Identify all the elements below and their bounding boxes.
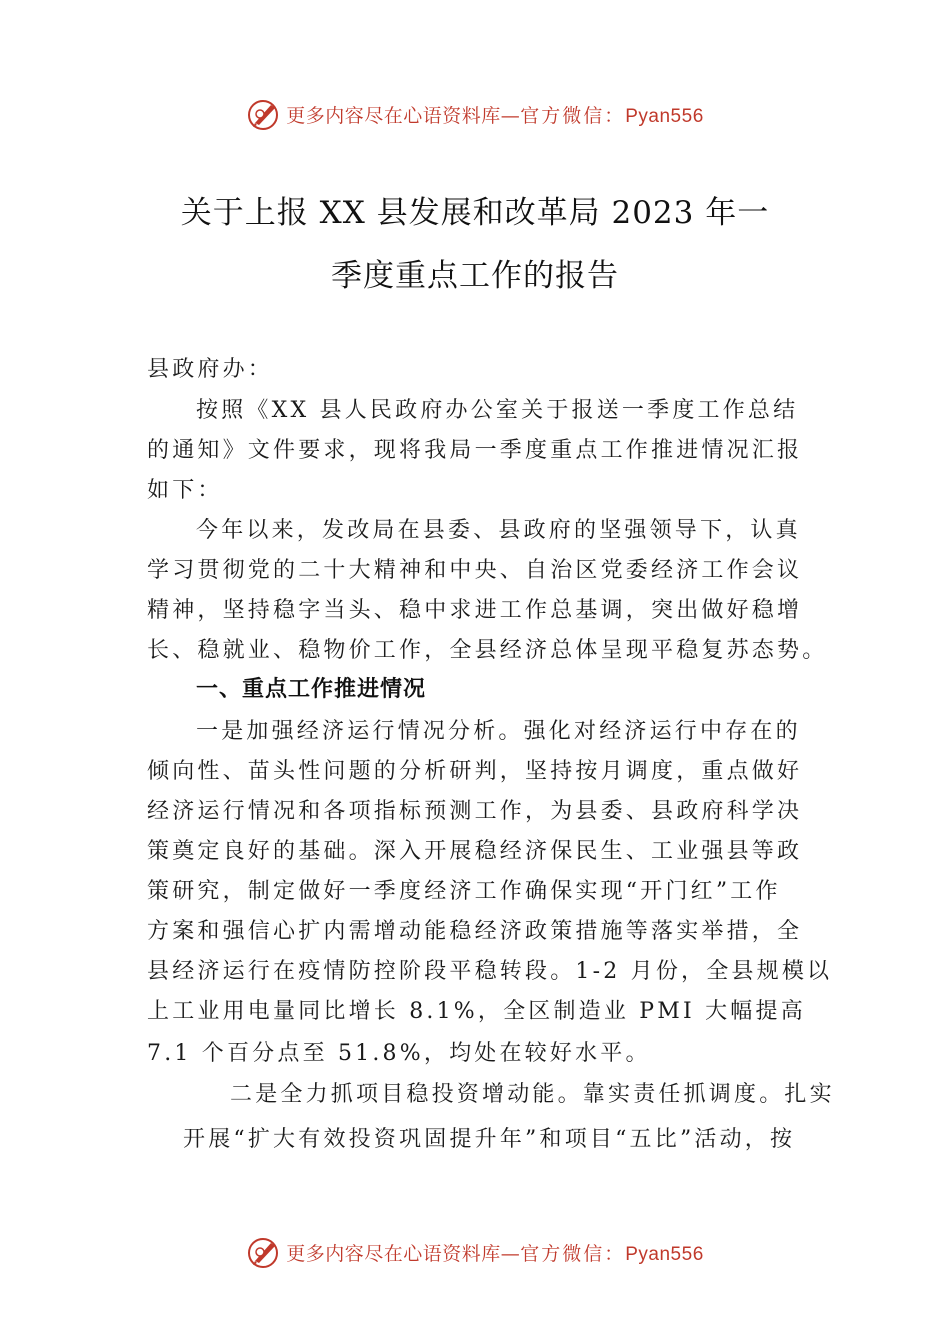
paragraph-line: 策研究，制定做好一季度经济工作确保实现“开门红”工作 bbox=[147, 879, 781, 904]
pen-logo-icon bbox=[246, 96, 282, 132]
watermark-text: 更多内容尽在心语资料库—官方微信：Pyan556 bbox=[286, 104, 704, 127]
paragraph-line: 的通知》文件要求，现将我局一季度重点工作推进情况汇报 bbox=[147, 438, 803, 463]
paragraph-line: 一是加强经济运行情况分析。强化对经济运行中存在的 bbox=[196, 719, 801, 744]
paragraph-line: 上工业用电量同比增长 8.1%，全区制造业 PMI 大幅提高 bbox=[147, 999, 806, 1024]
watermark-text: 更多内容尽在心语资料库—官方微信：Pyan556 bbox=[286, 1242, 704, 1265]
paragraph-line: 方案和强信心扩内需增动能稳经济政策措施等落实举措，全 bbox=[147, 919, 803, 944]
paragraph-line: 长、稳就业、稳物价工作，全县经济总体呈现平稳复苏态势。 bbox=[147, 638, 828, 663]
watermark-banner-bottom bbox=[0, 1232, 950, 1272]
paragraph-line: 按照《XX 县人民政府办公室关于报送一季度工作总结 bbox=[196, 398, 799, 423]
watermark-banner-top bbox=[0, 94, 950, 134]
paragraph-line: 如下： bbox=[147, 478, 223, 503]
paragraph-line: 倾向性、苗头性问题的分析研判，坚持按月调度，重点做好 bbox=[147, 759, 803, 784]
document-title-line-2: 季度重点工作的报告 bbox=[331, 258, 619, 294]
paragraph-line: 策奠定良好的基础。深入开展稳经济保民生、工业强县等政 bbox=[147, 839, 803, 864]
paragraph-line: 精神，坚持稳字当头、稳中求进工作总基调，突出做好稳增 bbox=[147, 598, 803, 623]
section-heading: 一、重点工作推进情况 bbox=[196, 677, 427, 702]
paragraph-line: 开展“扩大有效投资巩固提升年”和项目“五比”活动，按 bbox=[183, 1127, 796, 1152]
document-title-line-1: 关于上报 XX 县发展和改革局 2023 年一 bbox=[180, 195, 770, 231]
paragraph-line: 县经济运行在疫情防控阶段平稳转段。1-2 月份，全县规模以 bbox=[147, 959, 833, 984]
paragraph-line: 今年以来，发改局在县委、县政府的坚强领导下，认真 bbox=[196, 518, 801, 543]
pen-logo-icon bbox=[246, 1234, 282, 1270]
paragraph-line: 经济运行情况和各项指标预测工作，为县委、县政府科学决 bbox=[147, 799, 803, 824]
paragraph-line: 二是全力抓项目稳投资增动能。靠实责任抓调度。扎实 bbox=[230, 1082, 835, 1107]
paragraph-line: 7.1 个百分点至 51.8%，均处在较好水平。 bbox=[147, 1041, 651, 1066]
salutation: 县政府办： bbox=[147, 357, 274, 382]
paragraph-line: 学习贯彻党的二十大精神和中央、自治区党委经济工作会议 bbox=[147, 558, 803, 583]
